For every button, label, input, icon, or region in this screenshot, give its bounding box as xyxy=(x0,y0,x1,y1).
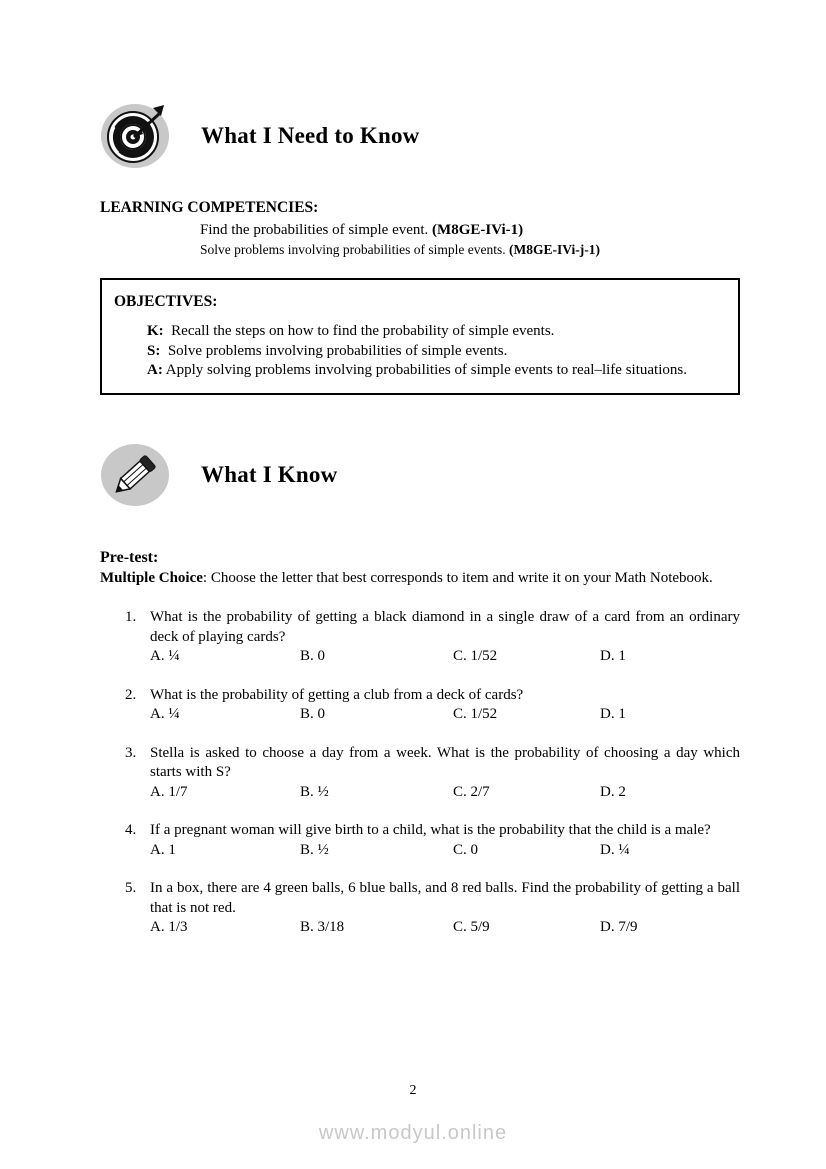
option-a: A. 1/3 xyxy=(150,919,188,935)
question-3 xyxy=(125,744,740,803)
question-number: 5. xyxy=(125,880,137,896)
option-b: B. ½ xyxy=(300,841,329,858)
objectives-heading: OBJECTIVES: xyxy=(114,293,218,310)
competencies-list xyxy=(100,220,740,260)
option-a: A. ¼ xyxy=(150,706,180,722)
question-5 xyxy=(125,879,740,938)
objectives-list xyxy=(114,322,726,381)
question-1 xyxy=(125,608,740,667)
question-text: Stella is asked to choose a day from a week. What is the probability of choosing a day which starts with S? xyxy=(150,744,740,780)
question-options xyxy=(150,783,740,803)
pretest-questions xyxy=(100,608,740,938)
option-c: C. 1/52 xyxy=(453,706,498,722)
option-a: A. ¼ xyxy=(150,648,180,664)
option-d: D. 2 xyxy=(600,783,626,800)
option-c: C. 1/52 xyxy=(453,648,498,664)
option-a: A. 1/7 xyxy=(150,783,188,800)
objectives-box xyxy=(100,278,740,395)
target-dart-icon xyxy=(100,103,170,169)
option-c: C. 2/7 xyxy=(453,783,490,800)
section-header-need-to-know xyxy=(100,103,740,169)
page-number: 2 xyxy=(409,1083,417,1098)
question-options xyxy=(150,647,740,667)
question-number: 1. xyxy=(125,609,137,625)
option-d: D. 1 xyxy=(600,648,626,664)
objective-label: S: xyxy=(147,342,161,359)
option-b: B. 0 xyxy=(300,706,326,722)
objective-text: Apply solving problems involving probabilities of simple events to real–life situations. xyxy=(165,362,687,378)
objective-item-s xyxy=(147,342,725,362)
option-d: D. ¼ xyxy=(600,841,630,858)
option-d: D. 7/9 xyxy=(600,919,638,935)
learning-competencies xyxy=(100,198,740,260)
competency-code: (M8GE-IVi-j-1) xyxy=(508,242,600,257)
option-d: D. 1 xyxy=(600,706,626,722)
competency-item xyxy=(200,220,740,240)
question-text: If a pregnant woman will give birth to a child, what is the probability that the child is a male? xyxy=(150,822,711,838)
objective-item-a xyxy=(147,361,725,381)
question-number: 3. xyxy=(125,744,137,761)
pretest-instruction xyxy=(100,568,740,589)
objective-item-k xyxy=(147,322,725,342)
question-4 xyxy=(125,821,740,860)
competency-text: Find the probabilities of simple event. xyxy=(200,222,429,238)
competency-code: (M8GE-IVi-1) xyxy=(432,222,524,238)
instruction-bold: Multiple Choice xyxy=(100,569,203,586)
objective-text: Recall the steps on how to find the probability of simple events. xyxy=(171,323,555,339)
section-title-what-i-know: What I Know xyxy=(201,461,338,487)
question-options xyxy=(150,841,740,861)
section-header-what-i-know xyxy=(100,443,740,507)
option-c: C. 5/9 xyxy=(453,919,490,935)
pretest-heading: Pre-test: xyxy=(100,548,159,566)
competencies-heading: LEARNING COMPETENCIES: xyxy=(100,199,319,216)
option-b: B. 3/18 xyxy=(300,919,345,935)
objective-label: K: xyxy=(147,323,164,339)
option-c: C. 0 xyxy=(453,841,479,858)
option-b: B. ½ xyxy=(300,783,329,800)
question-2 xyxy=(125,686,740,725)
question-number: 4. xyxy=(125,822,137,838)
section-title-need-to-know: What I Need to Know xyxy=(201,123,420,148)
question-number: 2. xyxy=(125,686,137,703)
question-options xyxy=(150,918,740,938)
watermark-url: www.modyul.online xyxy=(318,1122,508,1144)
competency-item xyxy=(200,240,740,260)
question-text: What is the probability of getting a club from a deck of cards? xyxy=(150,686,524,703)
question-text: What is the probability of getting a black diamond in a single draw of a card from an ordinary deck of playing cards? xyxy=(150,609,740,645)
question-text: In a box, there are 4 green balls, 6 blue balls, and 8 red balls. Find the probability of getting a ball that is not red. xyxy=(150,880,740,916)
objective-text: Solve problems involving probabilities of simple events. xyxy=(167,342,508,359)
instruction-rest: : Choose the letter that best corresponds to item and write it on your Math Notebook. xyxy=(202,569,713,586)
pencil-icon xyxy=(100,443,170,507)
objective-label: A: xyxy=(147,362,163,378)
option-b: B. 0 xyxy=(300,648,326,664)
question-options xyxy=(150,705,740,725)
competency-text: Solve problems involving probabilities of simple events. xyxy=(200,242,506,257)
option-a: A. 1 xyxy=(150,841,176,858)
